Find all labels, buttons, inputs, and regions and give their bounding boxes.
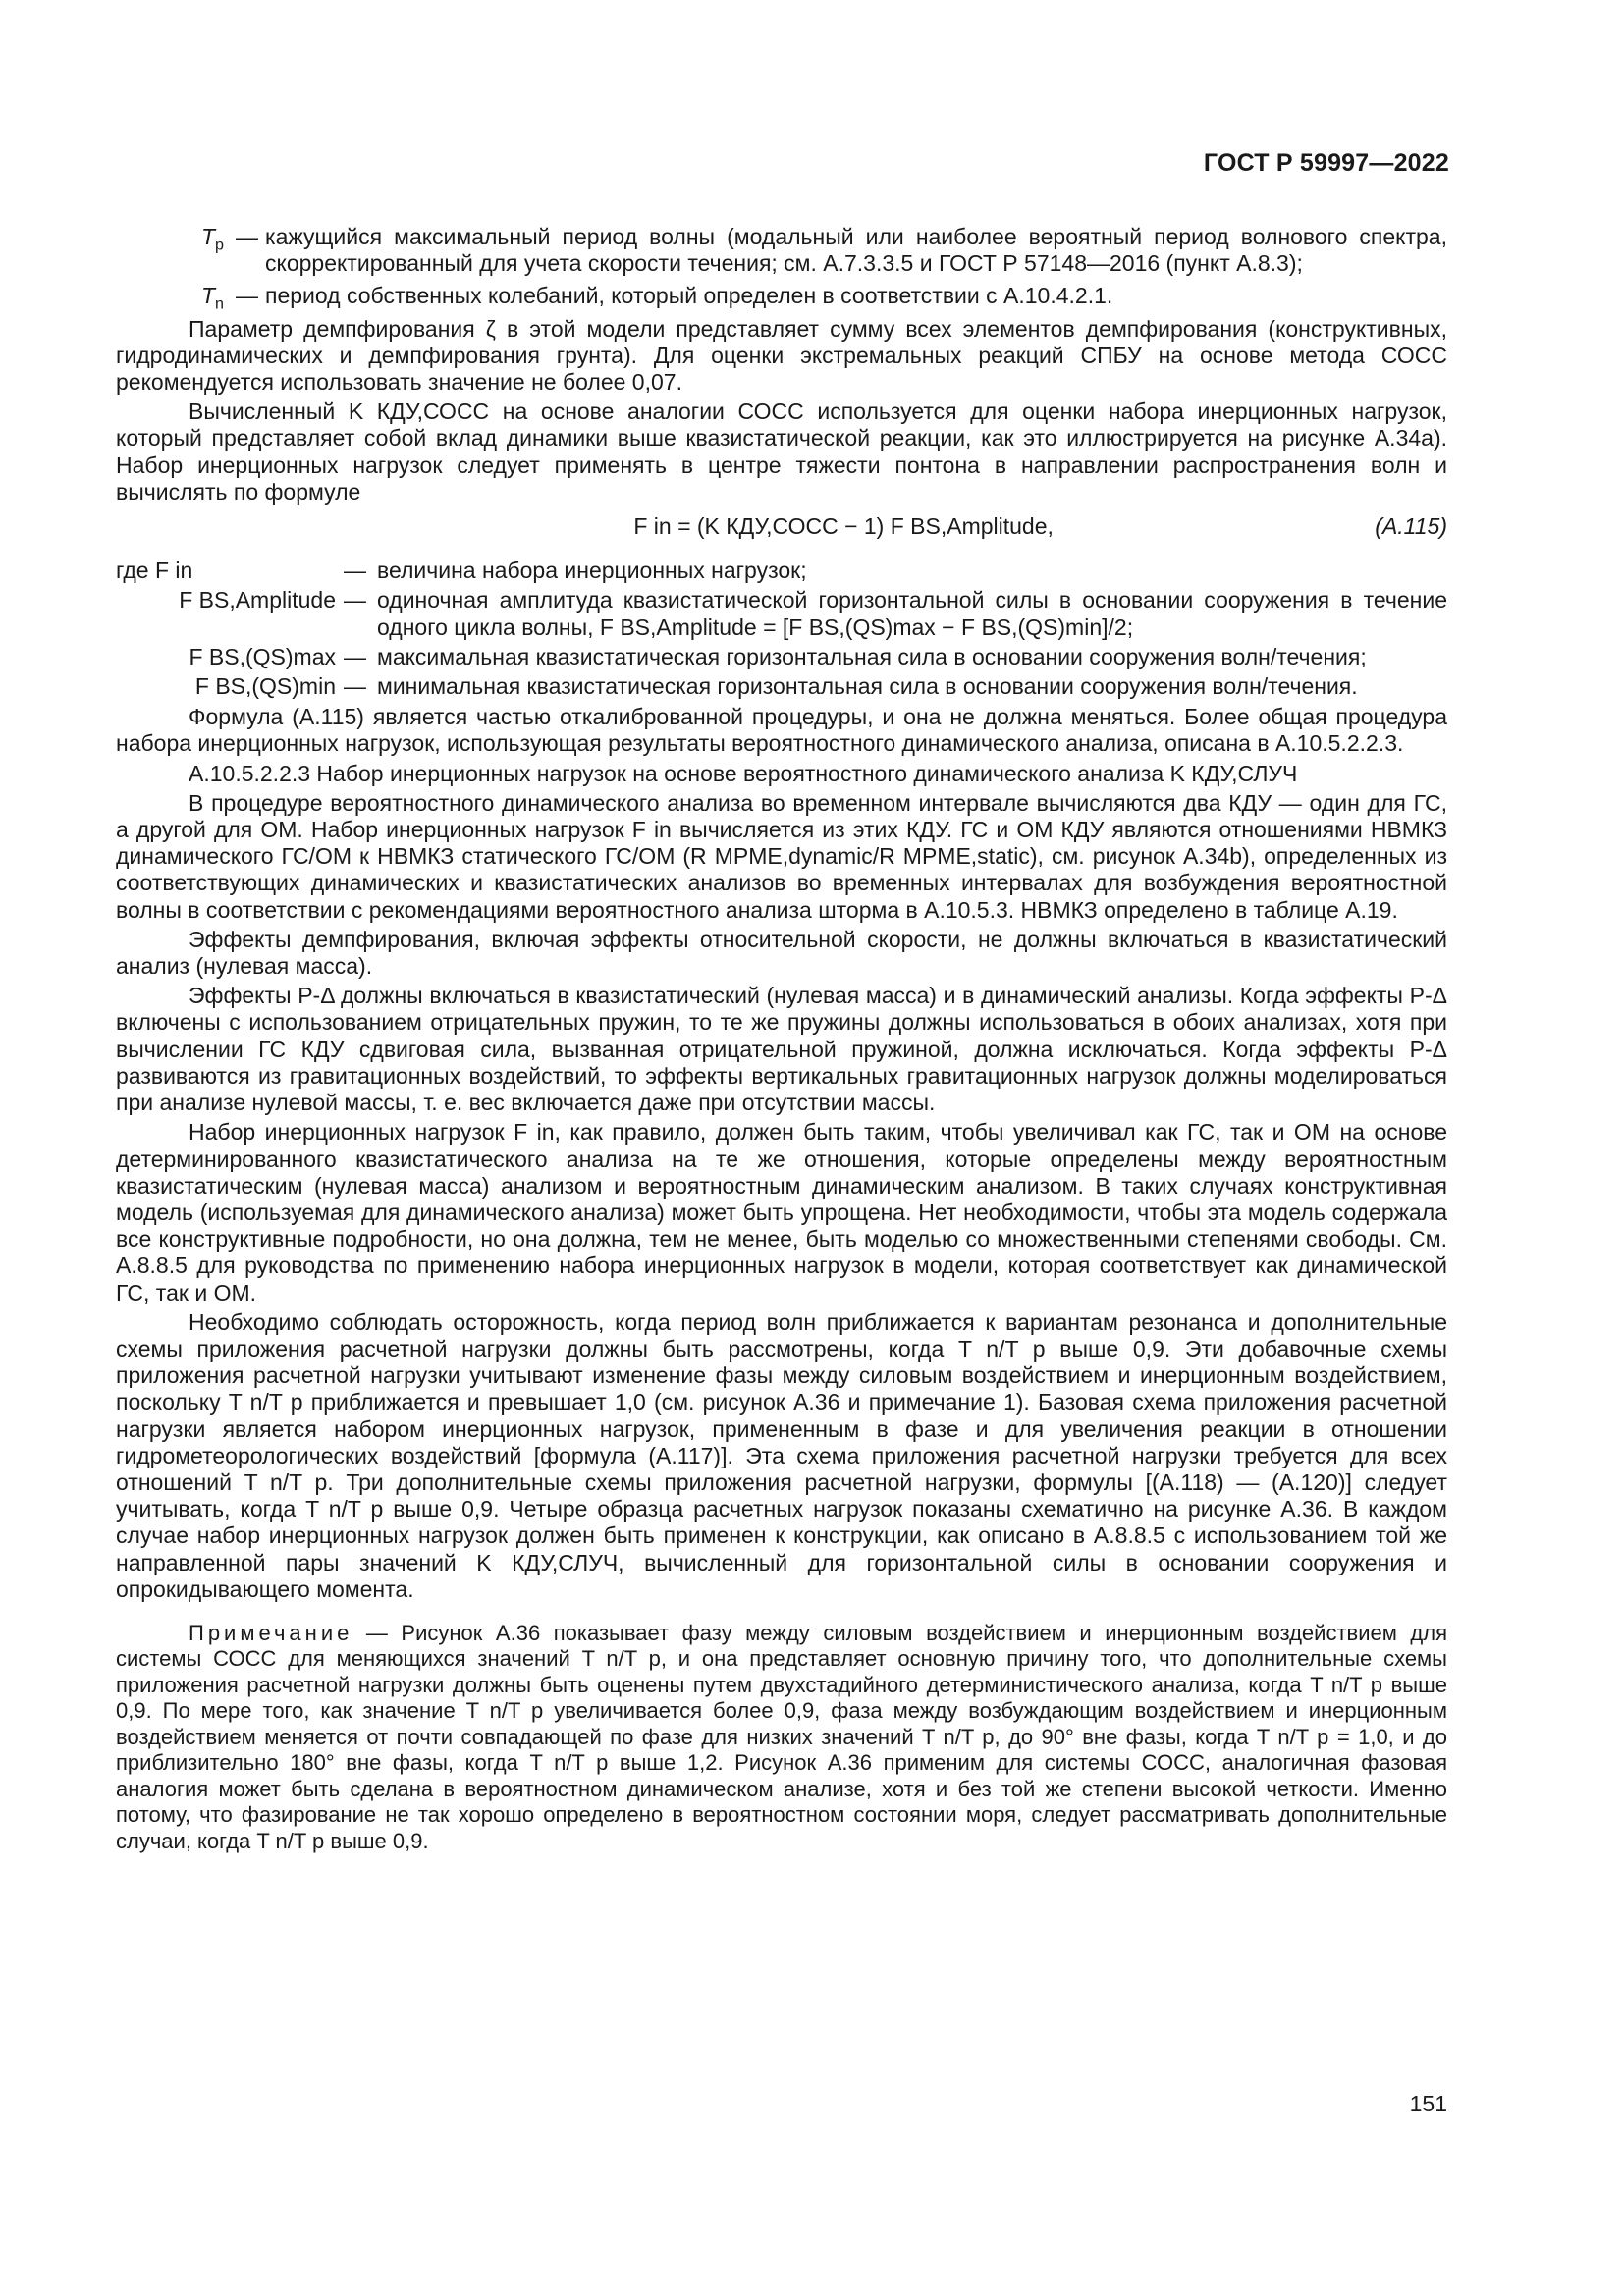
formula-a115	[116, 513, 1447, 540]
dash: —	[344, 643, 366, 669]
paragraph: Вычисленный K КДУ,СОСС на основе аналогии СОСС используется для оценки набора инерционных нагрузок, который представляет собой вклад динамики выше квазистатической реакции, как это иллюстрируется на рисунке А.34а). Набор инерционных нагрузок следует применять в центре тяжести понтона в направлении распространения волн и вычислять по формуле	[116, 399, 1447, 505]
where-item	[116, 673, 1447, 700]
where-symbol: где F in	[116, 558, 193, 584]
definition-text: кажущийся максимальный период волны (модальный или наиболее вероятный период волнового спектра, скорректированный для учета скорости течения; см. А.7.3.3.5 и ГОСТ Р 57148—2016 (пункт А.8.3);	[265, 224, 1447, 277]
paragraph: Набор инерционных нагрузок F in, как правило, должен быть таким, чтобы увеличивал как ГС, так и ОМ на основе детерминированного квазистатического анализа на те же отношения, которые определены между вероятностным квазистатическим (нулевая масса) анализом и вероятностным динамическим анализом. В таких случаях конструктивная модель (используемая для динамического анализа) может быть упрощена. Нет необходимости, чтобы эта модель содержала все конструктивные подробности, но она должна, тем не менее, быть моделью со множественными степенями свободы. См. А.8.8.5 для руководства по применению набора инерционных нагрузок в модели, которая соответствует как динамической ГС, так и ОМ.	[116, 1119, 1447, 1306]
paragraph: В процедуре вероятностного динамического анализа во временном интервале вычисляются два КДУ — один для ГС, а другой для ОМ. Набор инерционных нагрузок F in вычисляется из этих КДУ. ГС и ОМ КДУ являются отношениями НВМКЗ динамического ГС/ОМ к НВМКЗ статического ГС/ОМ (R MPME,dynamic/R MPME,static), см. рисунок А.34b), определенных из соответствующих динамических и квазистатических анализов во временных интервалах для возбуждения вероятностной волны в соответствии с рекомендациями вероятностного анализа шторма в А.10.5.3. НВМКЗ определено в таблице А.19.	[116, 789, 1447, 923]
formula-expression: F in = (K КДУ,СОСС − 1) F BS,Amplitude,	[633, 513, 1054, 540]
where-list	[116, 558, 1447, 700]
where-item	[116, 644, 1447, 670]
section-heading: А.10.5.2.2.3 Набор инерционных нагрузок на основе вероятностного динамического анализа K КДУ,СЛУЧ	[189, 760, 1298, 786]
where-symbol: F BS,(QS)min	[194, 673, 336, 700]
where-item	[116, 558, 1447, 584]
paragraph: Параметр демпфирования ζ в этой модели представляет сумму всех элементов демпфирования (конструктивных, гидродинамических и демпфирования грунта). Для оценки экстремальных реакций СПБУ на основе метода СОСС рекомендуется использовать значение не более 0,07.	[116, 315, 1447, 396]
where-item	[116, 587, 1447, 640]
paragraph: Необходимо соблюдать осторожность, когда период волн приближается к вариантам резонанса и дополнительные схемы приложения расчетной нагрузки должны быть рассмотрены, когда T n/T p выше 0,9. Эти добавочные схемы приложения расчетной нагрузки учитывают изменение фазы между силовым воздействием и инерционным воздействием, поскольку T n/T p приближается и превышает 1,0 (см. рисунок А.36 и примечание 1). Базовая схема приложения расчетной нагрузки является набором инерционных нагрузок, примененным в фазе и для увеличения реакции в отношении гидрометеорологических воздействий [формула (А.117)]. Эта схема приложения расчетной нагрузки требуется для всех отношений T n/T p. Три дополнительные схемы приложения расчетной нагрузки, формулы [(А.118) — (А.120)] следует учитывать, когда T n/T p выше 0,9. Четыре образца расчетных нагрузок показаны схематично на рисунке А.36. В каждом случае набор инерционных нагрузок должен быть применен к конструкции, как описано в А.8.8.5 с использованием той же направленной пары значений K КДУ,СЛУЧ, вычисленный для горизонтальной силы в основании сооружения и опрокидывающего момента.	[116, 1308, 1447, 1602]
note-text: — Рисунок А.36 показывает фазу между силовым воздействием и инерционным воздействием для системы СОСС для меняющихся значений T n/T p, и она представляет основную причину того, что дополнительные схемы приложения расчетной нагрузки должны быть оценены путем двухстадийного детерминистического анализа, когда T n/T p выше 0,9. По мере того, как значение T n/T p увеличивается более 0,9, фаза между возбуждающим воздействием и инерционным воздействием меняется от почти совпадающей по фазе для низких значений T n/T p, до 90° вне фазы, когда T n/T p = 1,0, и до приблизительно 180° вне фазы, когда T n/T p выше 1,2. Рисунок А.36 применим для системы СОСС, аналогичная фазовая аналогия может быть сделана в вероятностном динамическом анализе, хотя и без той же степени высокой четкости. Именно потому, что фазирование не так хорошо определено в вероятностном состоянии моря, следует рассматривать дополнительные случаи, когда T n/T p выше 0,9.	[116, 1620, 1447, 1853]
definition-text: период собственных колебаний, который определен в соответствии с А.10.4.2.1.	[265, 283, 1113, 309]
dash: —	[344, 673, 366, 700]
formula-number: (А.115)	[1375, 513, 1447, 540]
document-header: ГОСТ Р 59997—2022	[1203, 149, 1449, 177]
dash: —	[344, 558, 366, 584]
dash: —	[344, 587, 366, 614]
paragraph: Эффекты P-Δ должны включаться в квазистатический (нулевая масса) и в динамический анализы. Когда эффекты P-Δ включены с использованием отрицательных пружин, то те же пружины должны использоваться в обоих анализах, хотя при вычислении ГС КДУ сдвиговая сила, вызванная отрицательной пружиной, должна исключаться. Когда эффекты P-Δ развиваются из гравитационных воздействий, то эффекты вертикальных гравитационных нагрузок должны моделироваться при анализе нулевой массы, т. е. вес включается даже при отсутствии массы.	[116, 983, 1447, 1116]
symbol: T	[200, 224, 216, 249]
note	[116, 1621, 1447, 1855]
where-symbol: F BS,(QS)max	[189, 643, 336, 669]
definition-tp	[116, 224, 1447, 277]
symbol: T	[200, 283, 216, 309]
where-text: одиночная амплитуда квазистатической горизонтальной силы в основании сооружения в течение одного цикла волны, F BS,Amplitude = [F BS,(QS)max − F BS,(QS)min]/2;	[377, 587, 1447, 640]
dash: —	[236, 224, 258, 249]
paragraph: Формула (А.115) является частью откалиброванной процедуры, и она не должна меняться. Более общая процедура набора инерционных нагрузок, использующая результаты вероятностного динамического анализа, описана в А.10.5.2.2.3.	[116, 704, 1447, 757]
where-text: величина набора инерционных нагрузок;	[377, 558, 807, 584]
page-number: 151	[1409, 2091, 1447, 2116]
dash: —	[236, 283, 258, 309]
note-label: Примечание	[189, 1620, 353, 1645]
where-text: максимальная квазистатическая горизонтальная сила в основании сооружения волн/течения;	[377, 643, 1367, 669]
where-text: минимальная квазистатическая горизонтальная сила в основании сооружения волн/течения.	[377, 673, 1358, 700]
paragraph: Эффекты демпфирования, включая эффекты относительной скорости, не должны включаться в квазистатический анализ (нулевая масса).	[116, 926, 1447, 980]
page-body	[116, 224, 1447, 1876]
definition-tn	[116, 283, 1447, 314]
symbol-subscript: p	[215, 236, 224, 254]
symbol-subscript: n	[215, 295, 224, 314]
where-symbol: F BS,Amplitude	[179, 587, 336, 614]
